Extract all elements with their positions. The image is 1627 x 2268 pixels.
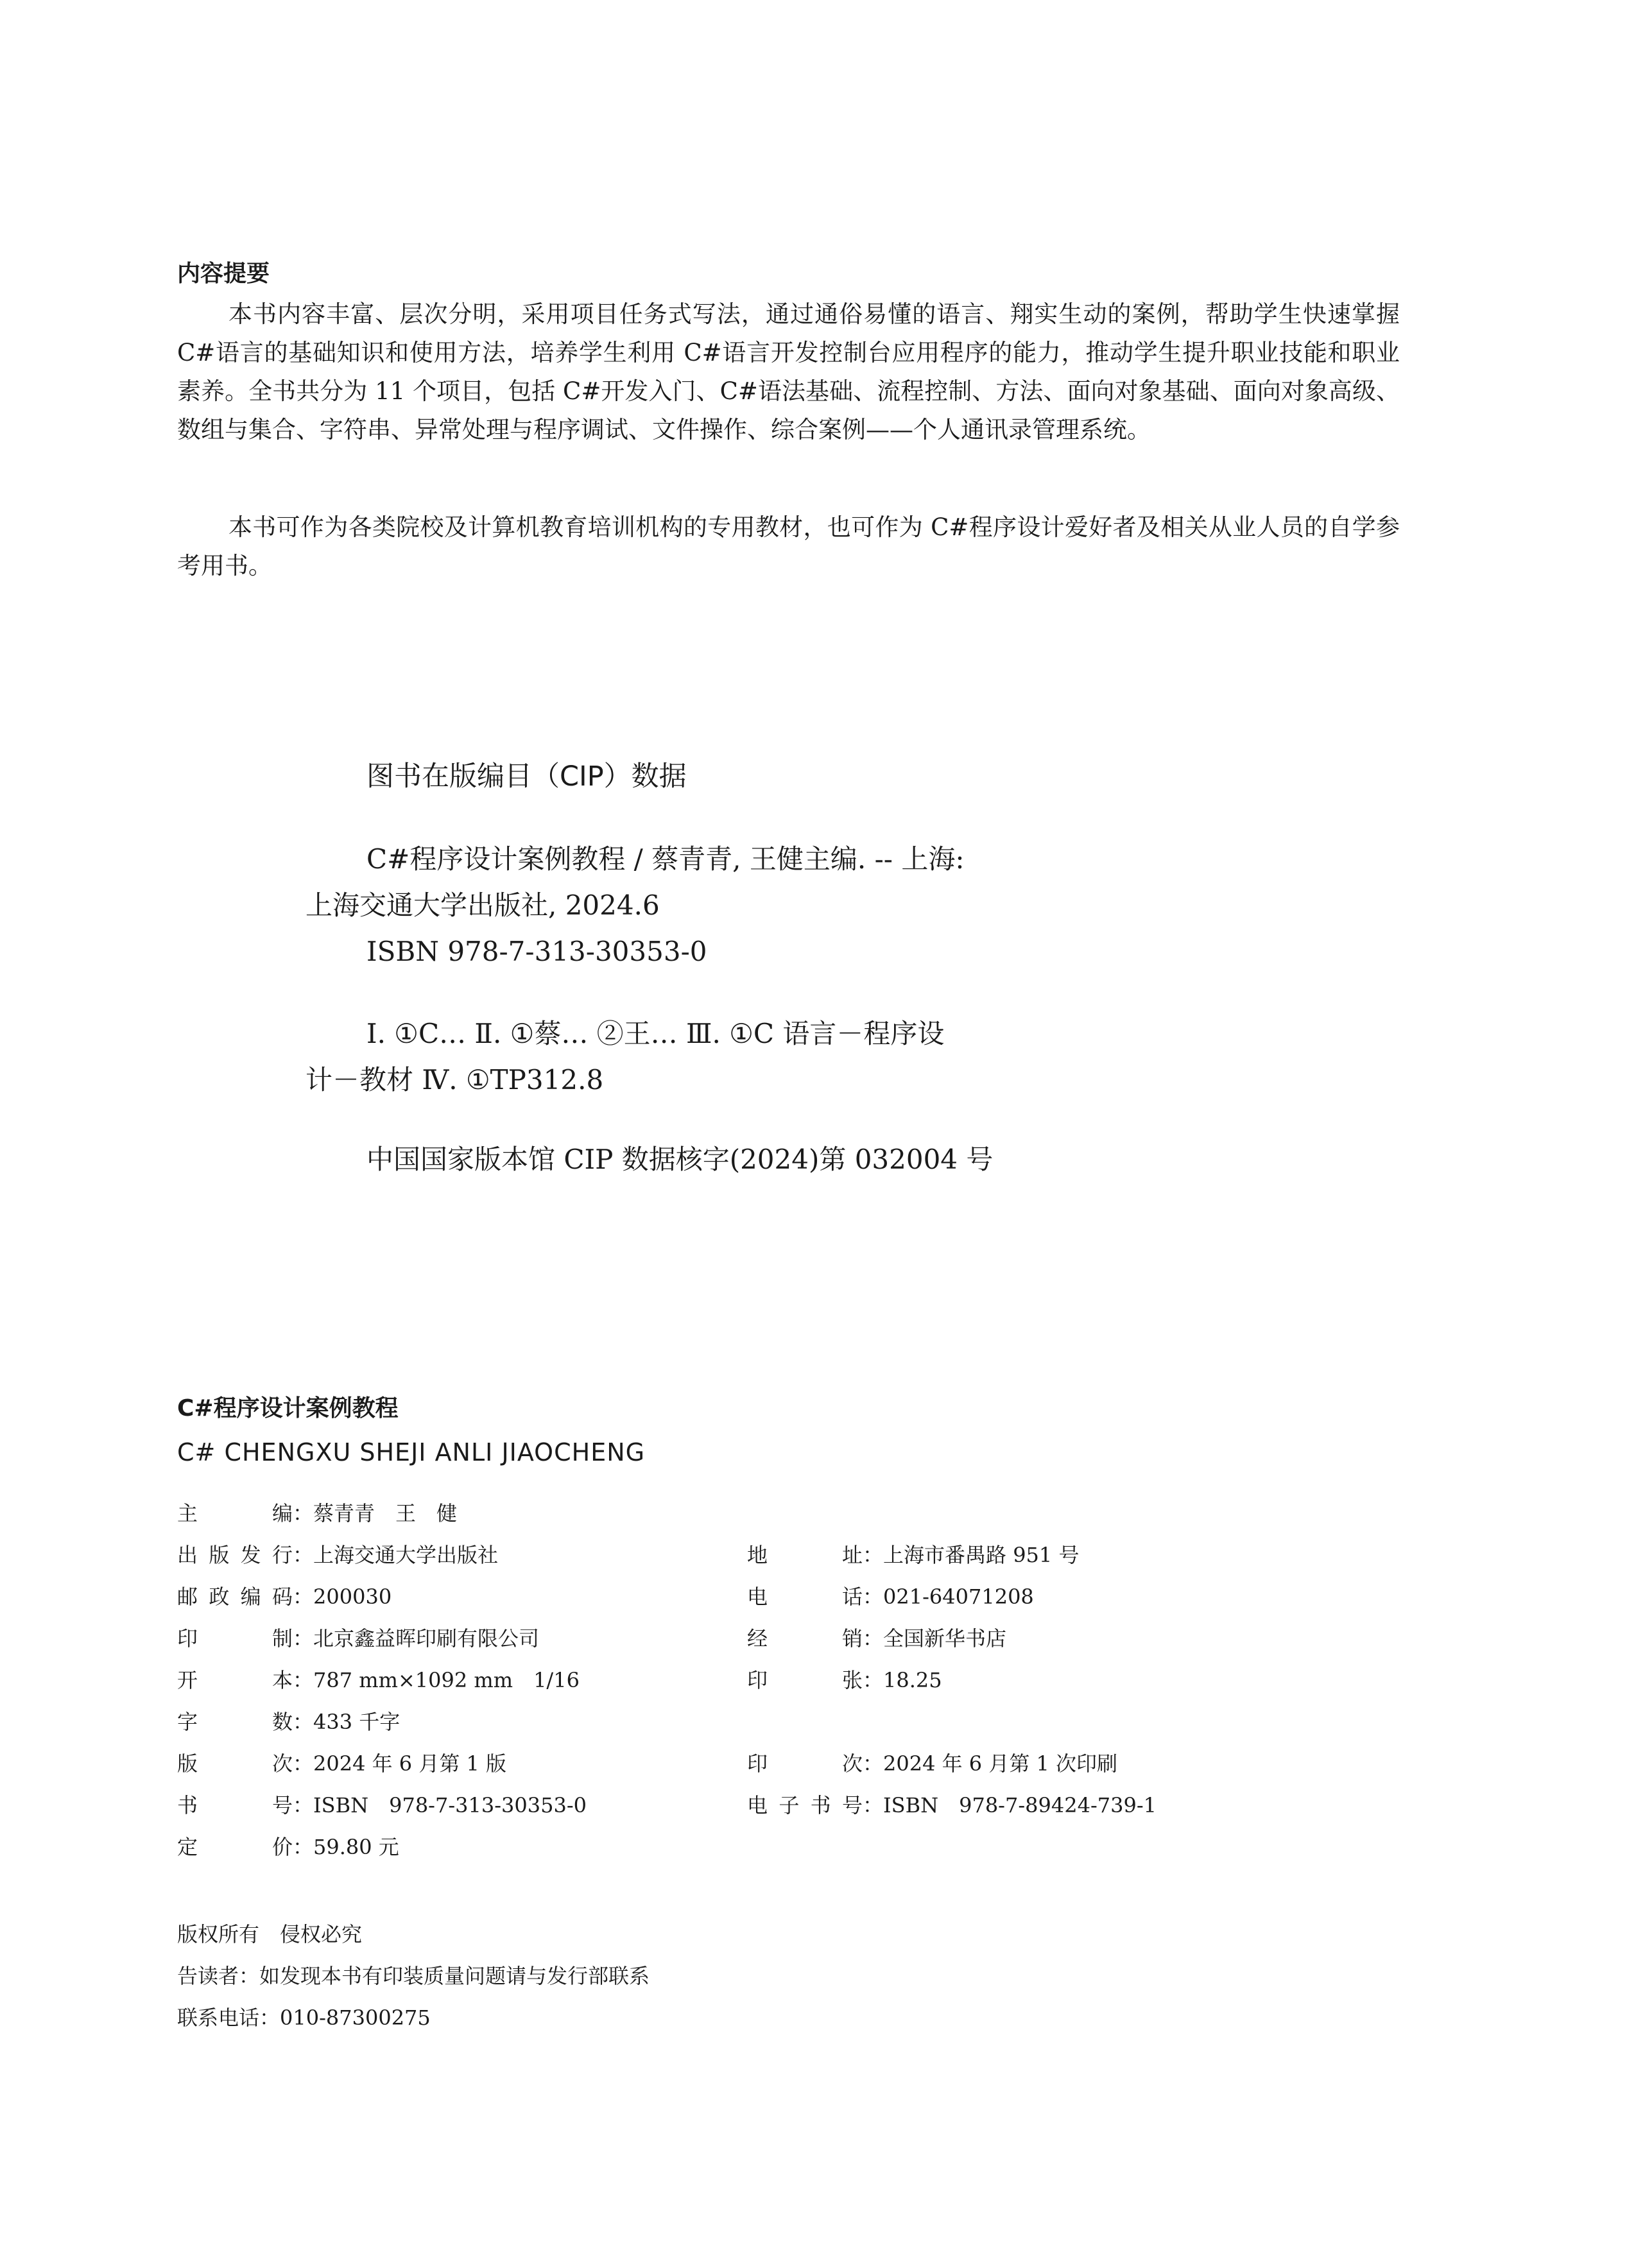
info-words-value: 433 千字 [313,1710,400,1734]
info-distributor-value: 全国新华书店 [883,1626,1007,1651]
info-postcode-value: 200030 [313,1585,392,1609]
cip-classification-1: Ⅰ. ①C… Ⅱ. ①蔡… ②王… Ⅲ. ①C 语言－程序设 [366,1018,945,1049]
copyright-notice: 版权所有 侵权必究 [177,1922,363,1946]
colon: ： [863,1793,884,1817]
info-printing-value: 2024 年 6 月第 1 次印刷 [883,1751,1118,1776]
info-price-value: 59.80 元 [313,1835,399,1859]
info-ebook-isbn-value: ISBN 978-7-89424-739-1 [883,1793,1157,1817]
abstract-p1-line-1: 本书内容丰富、层次分明，采用项目任务式写法，通过通俗易懂的语言、翔实生动的案例，帮助学 [228,300,1278,328]
info-edition-key: 版次 [177,1751,293,1776]
info-publisher-value: 上海交通大学出版社 [313,1543,499,1567]
abstract-p1-line-4: 面向对象基础、面向对象高级、数组与集合、字符串、异常处理与程序调试、文件操作、综合案例—— [177,377,1400,443]
colon: ： [863,1543,884,1567]
info-words [177,1708,400,1736]
info-publisher-key: 出版发行 [177,1543,293,1567]
abstract-heading: 内容提要 [177,261,270,287]
colon: ： [863,1626,884,1651]
info-printer-value: 北京鑫益晖印刷有限公司 [313,1626,540,1651]
cip-isbn: ISBN 978-7-313-30353-0 [366,936,707,967]
info-isbn-value: ISBN 978-7-313-30353-0 [313,1793,587,1817]
info-phone-key: 电话 [747,1585,863,1609]
cip-approval-number: 中国国家版本馆 CIP 数据核字(2024)第 032004 号 [366,1144,994,1175]
info-editor-value: 蔡青青 王 健 [313,1501,458,1525]
info-publisher [177,1541,498,1569]
info-editor-key: 主编 [177,1501,293,1525]
reader-notice: 告读者：如发现本书有印装质量问题请与发行部联系 [177,1964,650,1988]
info-sheets-key: 印张 [747,1668,863,1692]
info-edition-value: 2024 年 6 月第 1 版 [313,1751,507,1776]
info-printer [177,1624,539,1653]
abstract-paragraph-2 [177,508,1400,585]
info-phone-value: 021-64071208 [883,1585,1034,1609]
info-sheets-value: 18.25 [883,1668,942,1692]
info-edition [177,1749,506,1778]
abstract-p1-line-2: 生快速掌握 C#语言的基础知识和使用方法，培养学生利用 C#语言开发控制台应用程序的能力，推动学生 [177,300,1400,366]
info-postcode [177,1583,392,1611]
info-printer-key: 印制 [177,1626,293,1651]
info-format [177,1666,580,1694]
info-format-key: 开本 [177,1668,293,1692]
book-title-pinyin: C# CHENGXU SHEJI ANLI JIAOCHENG [177,1438,646,1466]
colon: ： [293,1793,314,1817]
colon: ： [863,1585,884,1609]
info-ebook-isbn [747,1791,1157,1819]
cip-classification-2: 计－教材 Ⅳ. ①TP312.8 [306,1064,604,1095]
info-words-key: 字数 [177,1710,293,1734]
info-ebook-isbn-key: 电子书号 [747,1793,863,1817]
info-distributor [747,1624,1006,1653]
info-price [177,1833,399,1861]
info-editor [177,1499,457,1527]
abstract-p1-line-5: 个人通讯录管理系统。 [913,416,1151,443]
cip-title: 图书在版编目（CIP）数据 [366,760,687,793]
abstract-p1-line-3: 提升职业技能和职业素养。全书共分为 11 个项目，包括 C#开发入门、C#语法基础、流程控制、方法、 [177,339,1400,405]
contact-phone: 联系电话：010-87300275 [177,2006,431,2030]
info-printing-key: 印次 [747,1751,863,1776]
cip-line-1: C#程序设计案例教程 / 蔡青青, 王健主编. -- 上海: [366,843,965,875]
info-phone [747,1583,1034,1611]
colon: ： [293,1710,314,1734]
abstract-paragraph-1 [177,295,1400,449]
abstract-p2-line-1: 本书可作为各类院校及计算机教育培训机构的专用教材，也可作为 C#程序设计爱好者及相关从业人 [228,513,1280,541]
colon: ： [293,1626,314,1651]
cip-line-2: 上海交通大学出版社, 2024.6 [306,889,660,921]
info-printing [747,1749,1117,1778]
colon: ： [293,1835,314,1859]
info-address-key: 地址 [747,1543,863,1567]
info-isbn-key: 书号 [177,1793,293,1817]
book-title-chinese: C#程序设计案例教程 [177,1395,399,1422]
info-postcode-key: 邮政编码 [177,1585,293,1609]
info-address-value: 上海市番禺路 951 号 [883,1543,1080,1567]
colon: ： [293,1668,314,1692]
colon: ： [293,1585,314,1609]
info-address [747,1541,1079,1569]
info-distributor-key: 经销 [747,1626,863,1651]
colon: ： [293,1501,314,1525]
abstract-p2-line-2: 员的自学参考用书。 [177,513,1400,580]
colon: ： [863,1668,884,1692]
info-isbn [177,1791,587,1819]
colon: ： [863,1751,884,1776]
info-format-value: 787 mm×1092 mm 1/16 [313,1668,580,1692]
info-price-key: 定价 [177,1835,293,1859]
info-sheets [747,1666,942,1694]
colon: ： [293,1751,314,1776]
colon: ： [293,1543,314,1567]
